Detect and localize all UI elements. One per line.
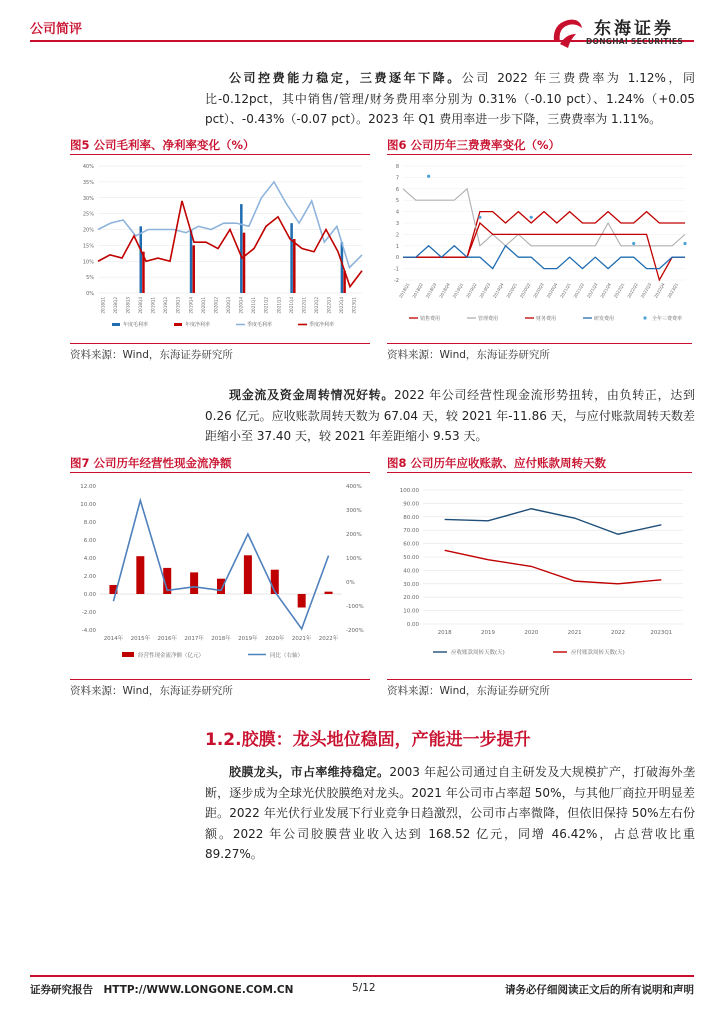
fig8-title: 图8 公司历年应收账款、应付账款周转天数 (387, 456, 607, 470)
fig7-bar-cashflow (244, 555, 252, 594)
fig5-ytick-label: 35% (82, 179, 94, 186)
header-label: 公司简评 (30, 22, 83, 37)
fig7-source: 资料来源：Wind，东海证券研究所 (70, 685, 233, 697)
fig6-ytick-label: 6 (395, 186, 399, 193)
fig6-ytick-label: 5 (395, 198, 399, 205)
fig6-xtick-label: 2019Q4 (491, 282, 505, 299)
fig8-xtick-label: 2022 (611, 630, 625, 636)
fig5-xtick-label: 2021Q1 (251, 297, 257, 314)
fig6-legend-label: 研发费用 (594, 316, 615, 322)
fig5-title: 图5 公司毛利率、净利率变化（%） (70, 138, 255, 152)
fig7-ytick-left: 2.00 (83, 574, 96, 580)
fig5-xtick-label: 2019Q3 (175, 297, 181, 314)
fig6-ytick-label: -2 (394, 278, 399, 284)
fig7-ytick-left: 0.00 (83, 592, 96, 598)
fig6-point-annual-rate (683, 242, 686, 245)
fig6-xtick-label: 2020Q4 (545, 282, 559, 299)
fig8-ytick-label: 0.00 (406, 622, 419, 628)
dragon-logo-icon (546, 12, 586, 52)
fig7-chart (70, 476, 370, 676)
fig7-xtick-label: 2017年 (184, 636, 204, 642)
fig5-ytick-label: 5% (86, 275, 94, 282)
fig7-ytick-right: 100% (346, 556, 362, 562)
fig6-xtick-label: 2018Q4 (438, 282, 451, 299)
fig5-xtick-label: 2019Q4 (188, 297, 194, 314)
fig7-xtick-label: 2019年 (238, 636, 258, 642)
fig7-bar-cashflow (136, 556, 144, 594)
para-lead: 现金流及资金周转情况好转。 (229, 388, 395, 402)
fig8-ytick-label: 40.00 (403, 568, 419, 575)
fig7-xtick-label: 2018年 (211, 636, 231, 642)
fig6-xtick-label: 2021Q4 (599, 282, 613, 299)
fig8-legend-label: 应收账款周转天数(天) (451, 650, 505, 656)
fig5-legend-label: 季度净利率 (309, 322, 335, 328)
fig8-ytick-label: 20.00 (403, 595, 419, 602)
fig6-xtick-label: 2018Q2 (411, 282, 425, 299)
fig6-xtick-label: 2023Q1 (666, 282, 680, 299)
fig8-xtick-label: 2023Q1 (650, 630, 673, 636)
fig6-line-admin (403, 189, 685, 246)
fig5-ytick-label: 15% (82, 243, 94, 250)
fig6-title-rule (387, 154, 692, 155)
fig6-chart (387, 158, 692, 340)
fig5-xtick-label: 2018Q2 (112, 297, 118, 314)
fig6-ytick-label: 3 (395, 221, 399, 227)
fig7-xtick-label: 2014年 (103, 636, 124, 642)
fig6-point-annual-rate (530, 216, 533, 219)
fig6-legend-label: 全年三费费率 (652, 316, 683, 322)
fig6-point-annual-rate (632, 242, 635, 245)
fig5-xtick-label: 2021Q3 (276, 297, 282, 314)
fig8-ytick-label: 80.00 (403, 514, 419, 521)
fig7-ytick-right: -100% (346, 604, 364, 610)
footer-rule (30, 975, 694, 977)
fig7-ytick-left: 10.00 (80, 502, 96, 508)
fig7-xtick-label: 2022年 (318, 636, 339, 642)
fig5-source: 资料来源：Wind，东海证券研究所 (70, 349, 233, 361)
fig7-ytick-right: 300% (346, 508, 362, 514)
fig5-xtick-label: 2022Q4 (339, 297, 345, 314)
fig5-xtick-label: 2023Q1 (351, 297, 357, 314)
fig7-ytick-right: 0% (346, 580, 355, 586)
fig5-legend-label: 年度毛利率 (123, 322, 149, 328)
fig6-point-annual-rate (427, 175, 430, 178)
fig5-chart (70, 158, 370, 340)
fig5-legend-label: 年度净利率 (185, 322, 211, 328)
fig6-xtick-label: 2018Q3 (424, 282, 438, 299)
fig6-xtick-label: 2018Q1 (397, 282, 411, 299)
para-film-leader (205, 762, 695, 865)
fig7-ytick-left: -4.00 (81, 628, 96, 634)
fig6-legend-swatch (643, 316, 646, 319)
fig6-xtick-label: 2019Q1 (451, 282, 465, 299)
fig5-xtick-label: 2019Q2 (163, 297, 169, 314)
fig5-xtick-label: 2020Q4 (238, 297, 244, 314)
fig5-ytick-label: 10% (82, 259, 94, 266)
fig8-xtick-label: 2021 (567, 630, 582, 636)
fig6-xtick-label: 2021Q1 (559, 282, 572, 299)
fig7-ytick-right: 400% (346, 484, 362, 490)
fig6-source-rule (387, 343, 692, 344)
fig6-xtick-label: 2019Q3 (478, 282, 492, 299)
para-body: 2003 年起公司通过自主研发及大规模扩产，打破海外垄断，逐步成为全球光伏胶膜绝对龙头。2021 年公司市占率超 50%，与其他厂商拉开明显差距。2022 年光伏行业发展下行业竞争日趋激烈，公司市占率微降，但依旧保持 50%左右份额。2022 年公司胶膜营业收入达到 168.52 亿元，同增 46.42%，占总营收比重 89.27%。 (205, 765, 695, 861)
fig6-ytick-label: 8 (395, 164, 399, 170)
fig7-ytick-left: 8.00 (83, 520, 96, 526)
fig5-legend-swatch (174, 323, 182, 326)
fig5-xtick-label: 2021Q2 (263, 297, 269, 314)
fig8-xtick-label: 2019 (481, 630, 495, 636)
fig6-ytick-label: 7 (395, 175, 399, 182)
fig5-title-rule (70, 154, 370, 155)
fig5-bar-annual-net (293, 239, 296, 293)
fig7-xtick-label: 2015年 (130, 636, 151, 642)
fig5-xtick-label: 2022Q2 (314, 297, 319, 314)
fig7-xtick-label: 2016年 (157, 636, 177, 642)
fig7-legend-label: 同比（右轴） (270, 653, 304, 659)
fig5-xtick-label: 2020Q1 (200, 297, 206, 314)
fig5-bar-annual-gross (140, 226, 143, 293)
fig5-legend-label: 季度毛利率 (247, 322, 273, 328)
para-cost-control (205, 68, 695, 130)
fig8-xtick-label: 2020 (524, 630, 539, 636)
fig8-ytick-label: 50.00 (403, 555, 419, 561)
footer-disclaimer: 请务必仔细阅读正文后的所有说明和声明 (505, 984, 694, 996)
fig7-xtick-label: 2020年 (265, 636, 285, 642)
fig6-point-annual-rate (478, 216, 481, 219)
fig8-source: 资料来源：Wind，东海证券研究所 (387, 685, 550, 697)
fig5-ytick-label: 25% (82, 211, 94, 218)
fig8-title-rule (387, 472, 692, 473)
para-lead: 胶膜龙头，市占率维持稳定。 (229, 765, 390, 779)
fig7-bar-cashflow (190, 572, 198, 594)
fig6-line-finance (403, 223, 685, 280)
logo (546, 12, 696, 52)
fig6-ytick-label: 2 (395, 232, 399, 239)
fig5-xtick-label: 2018Q3 (125, 297, 131, 314)
fig7-source-rule (70, 679, 370, 680)
fig7-ytick-left: 6.00 (83, 538, 96, 544)
fig7-line-yoy (113, 500, 328, 628)
fig5-ytick-label: 40% (82, 164, 94, 170)
fig6-xtick-label: 2019Q2 (465, 282, 478, 299)
fig8-legend-label: 应付账款周转天数(天) (571, 650, 625, 656)
fig6-xtick-label: 2022Q1 (612, 282, 626, 299)
fig5-xtick-label: 2020Q2 (213, 297, 219, 314)
para-cashflow (205, 385, 695, 447)
fig6-ytick-label: 1 (395, 243, 399, 250)
fig8-ytick-label: 60.00 (403, 541, 419, 548)
fig6-xtick-label: 2020Q1 (505, 282, 519, 299)
fig5-ytick-label: 20% (82, 227, 94, 234)
section-title: 1.2.胶膜：龙头地位稳固，产能进一步提升 (205, 730, 531, 750)
fig7-bar-cashflow (298, 594, 306, 608)
fig5-bar-annual-gross (240, 204, 243, 293)
fig6-ytick-label: -1 (394, 266, 399, 273)
fig7-ytick-left: -2.00 (81, 610, 96, 616)
fig6-ytick-label: 0 (395, 255, 399, 262)
fig5-legend-swatch (112, 323, 120, 326)
fig5-xtick-label: 2022Q1 (301, 297, 307, 314)
fig7-ytick-left: 4.00 (83, 556, 96, 562)
fig5-xtick-label: 2021Q4 (288, 297, 294, 314)
fig5-ytick-label: 30% (82, 195, 94, 202)
fig8-ytick-label: 30.00 (403, 581, 419, 588)
fig7-legend-label: 经营性现金流净额（亿元） (138, 653, 205, 659)
logo-cn: 东海证券 (594, 19, 674, 39)
fig7-xtick-label: 2021年 (291, 636, 312, 642)
fig5-bar-annual-net (192, 245, 195, 293)
fig7-legend-swatch (122, 652, 134, 657)
footer-page-number: 5/12 (352, 982, 376, 994)
fig5-xtick-label: 2018Q4 (138, 297, 143, 314)
fig8-line-payable-days (445, 550, 662, 584)
fig5-xtick-label: 2020Q3 (226, 297, 231, 314)
fig8-ytick-label: 70.00 (403, 528, 419, 535)
fig8-ytick-label: 90.00 (403, 501, 419, 508)
fig5-line-quarterly-gross (98, 182, 362, 268)
fig7-bar-cashflow (325, 592, 333, 594)
fig5-ytick-label: 0% (86, 291, 94, 297)
fig6-xtick-label: 2022Q4 (653, 282, 666, 299)
fig8-xtick-label: 2018 (437, 630, 452, 636)
fig6-title: 图6 公司历年三费费率变化（%） (387, 138, 561, 152)
fig5-xtick-label: 2019Q1 (150, 297, 156, 314)
para-lead: 公司控费能力稳定，三费逐年下降。 (229, 71, 462, 85)
footer-website[interactable]: 证券研究报告 HTTP://WWW.LONGONE.COM.CN (30, 984, 294, 996)
fig5-bar-annual-gross (290, 223, 293, 293)
fig6-ytick-label: 4 (395, 209, 399, 216)
fig5-xtick-label: 2018Q1 (100, 297, 106, 314)
fig7-title: 图7 公司历年经营性现金流净额 (70, 456, 232, 470)
fig5-bar-annual-gross (190, 230, 193, 294)
fig6-xtick-label: 2022Q2 (626, 282, 639, 299)
fig7-ytick-right: 200% (346, 532, 362, 538)
fig6-source: 资料来源：Wind，东海证券研究所 (387, 349, 550, 361)
fig8-ytick-label: 10.00 (403, 608, 419, 615)
fig5-bar-annual-net (243, 233, 246, 293)
fig5-source-rule (70, 343, 370, 344)
fig6-xtick-label: 2020Q3 (532, 282, 545, 299)
fig6-legend-label: 销售费用 (420, 316, 441, 322)
fig7-ytick-left: 12.00 (80, 484, 96, 490)
fig7-ytick-right: -200% (346, 628, 364, 634)
fig8-ytick-label: 100.00 (399, 488, 419, 494)
fig8-chart (387, 476, 692, 676)
fig6-xtick-label: 2021Q2 (572, 282, 586, 299)
fig6-xtick-label: 2021Q3 (585, 282, 599, 299)
fig7-title-rule (70, 472, 370, 473)
fig8-source-rule (387, 679, 692, 680)
fig6-xtick-label: 2022Q3 (639, 282, 653, 299)
fig6-legend-label: 管理费用 (478, 316, 499, 322)
fig6-legend-label: 财务费用 (536, 316, 557, 322)
para-body: 2022 年公司经营性现金流形势扭转，由负转正，达到 0.26 亿元。应收账款周转天数为 67.04 天，较 2021 年-11.86 天，与应付账款周转天数差距缩小至 37.40 天，较 2021 年差距缩小 9.53 天。 (205, 388, 695, 443)
logo-en: DONGHAI SECURITIES (586, 37, 684, 46)
fig5-xtick-label: 2022Q3 (326, 297, 332, 314)
para-body: 公司 2022 年三费费率为 1.12%，同比-0.12pct，其中销售/管理/财务费用率分别为 0.31%（-0.10 pct）、1.24%（+0.05 pct）、-0.43%（-0.07 pct）。2023 年 Q1 费用率进一步下降，三费费率为 1.11%。 (205, 71, 695, 126)
fig6-xtick-label: 2020Q2 (518, 282, 532, 299)
